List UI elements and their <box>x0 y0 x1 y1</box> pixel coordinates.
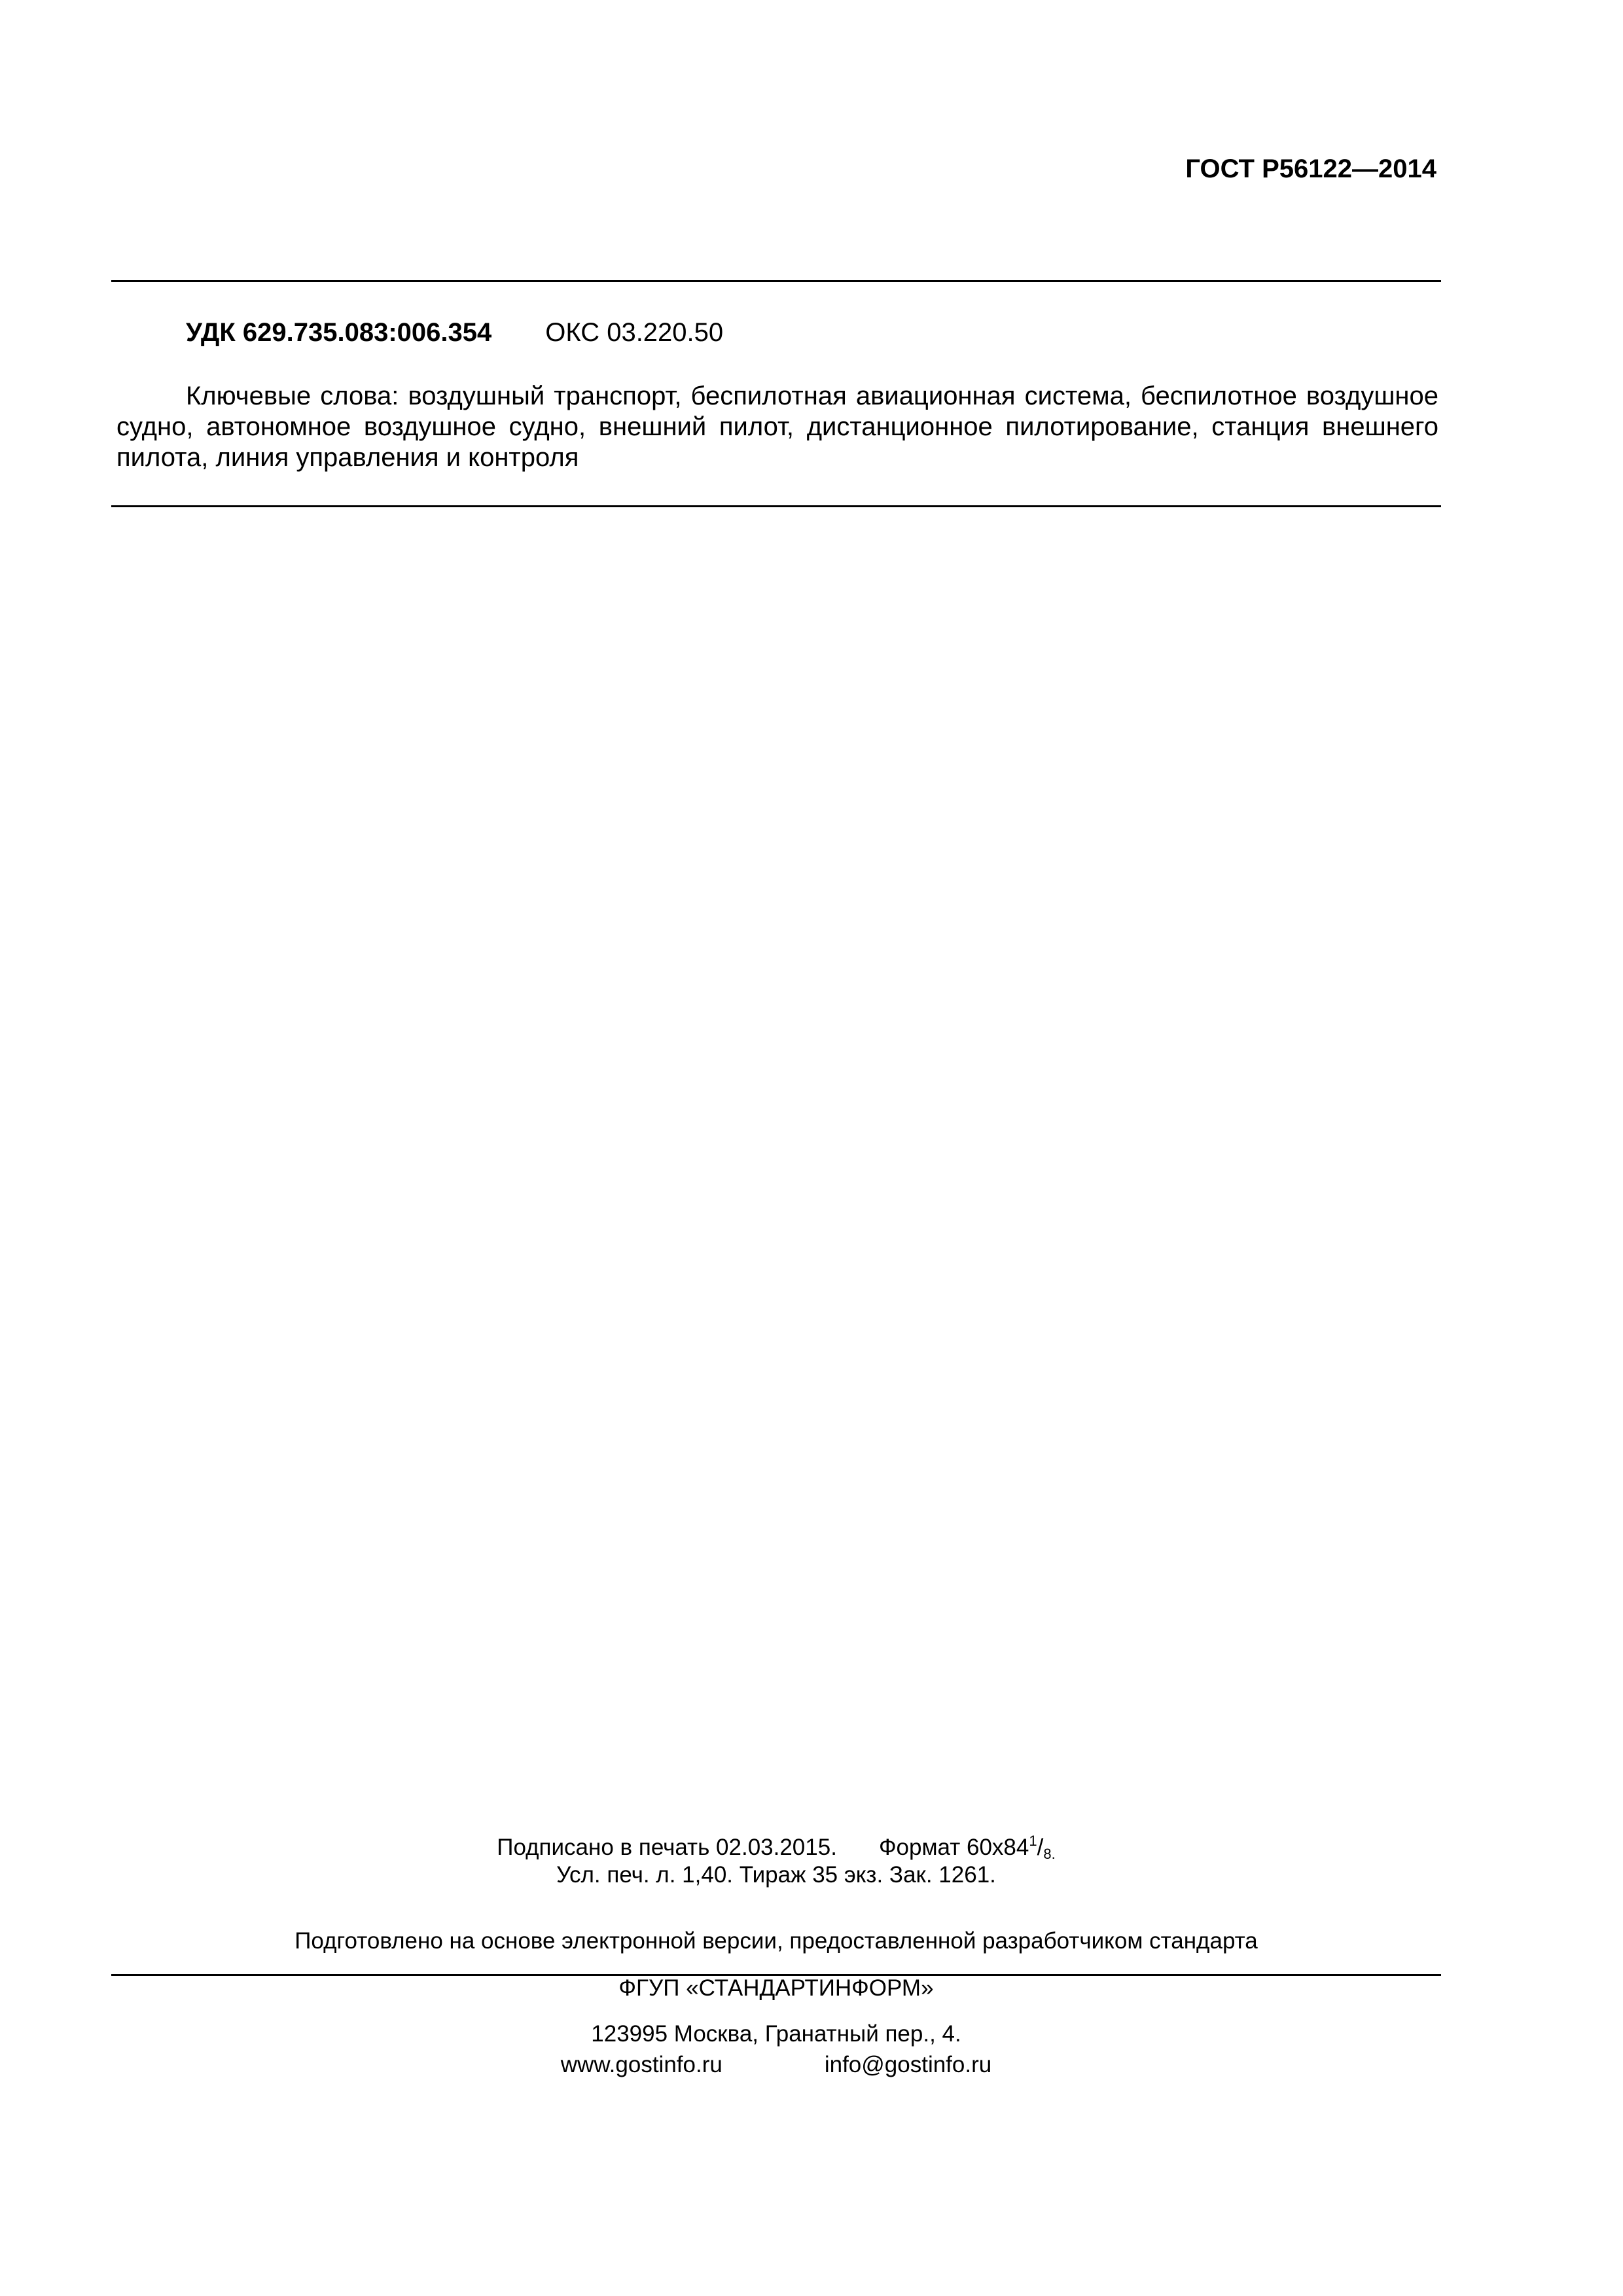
publisher-name: ФГУП «СТАНДАРТИНФОРМ» <box>618 1975 934 2001</box>
signed-line: Подписано в печать 02.03.2015. Формат $60x84^1/8$. <box>497 1833 1056 1862</box>
contacts-line <box>111 2052 1441 2078</box>
oks-code: ОКС 03.220.50 <box>545 318 724 347</box>
print-info: Усл. печ. л. 1,40. Тираж 35 экз. Зак. 1261. <box>556 1862 996 1888</box>
format-numerator: 1 <box>1029 1833 1037 1849</box>
keywords-divider <box>111 505 1441 507</box>
classification-line <box>186 318 723 348</box>
top-divider <box>111 280 1441 282</box>
signed-date: Подписано в печать 02.03.2015. <box>497 1835 837 1860</box>
format-label: Формат 60x84 <box>878 1835 1029 1860</box>
udk-code: УДК 629.735.083:006.354 <box>186 318 492 347</box>
publisher-address: 123995 Москва, Гранатный пер., 4. <box>591 2021 961 2047</box>
email-link[interactable]: info@gostinfo.ru <box>824 2052 992 2077</box>
website-link[interactable]: www.gostinfo.ru <box>560 2052 722 2077</box>
format-end: . <box>1051 1846 1056 1862</box>
keywords-block <box>116 381 1438 473</box>
format-denominator: 8 <box>1043 1846 1052 1862</box>
standard-code: ГОСТ Р56122—2014 <box>1185 154 1436 183</box>
prepared-note: Подготовлено на основе электронной версии, предоставленной разработчиком стандарта <box>294 1928 1258 1954</box>
keywords-text: Ключевые слова: воздушный транспорт, беспилотная авиационная система, беспилотное воздушное судно, автономное воздушное судно, внешний пилот, дистанционное пилотирование, станция внешнего пилота, линия управления и контроля <box>116 382 1438 472</box>
